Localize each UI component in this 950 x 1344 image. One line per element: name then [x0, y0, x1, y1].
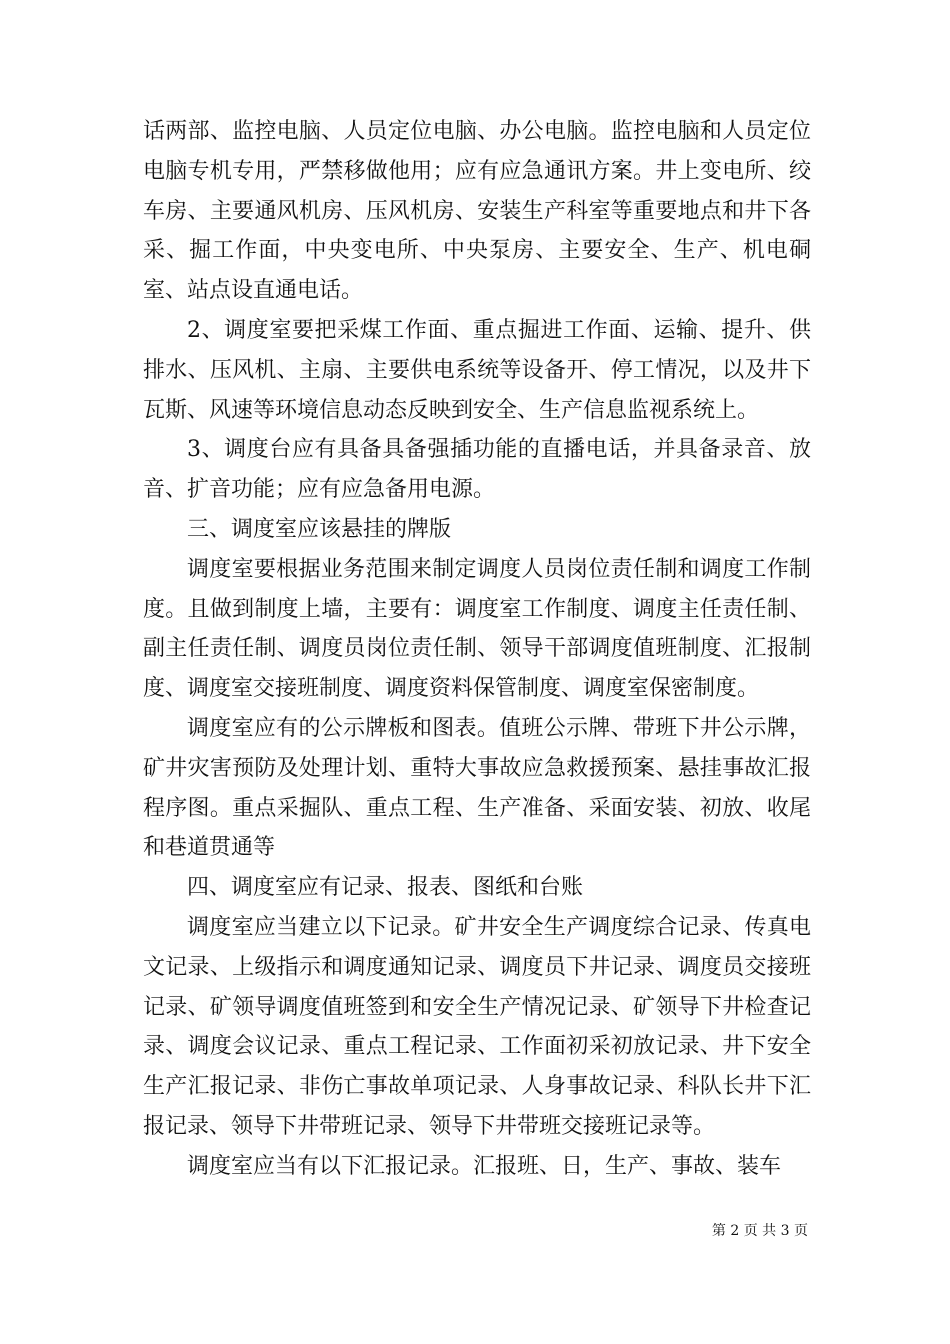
- section-heading: 三、调度室应该悬挂的牌版: [187, 516, 452, 542]
- paragraph: 话两部、监控电脑、人员定位电脑、办公电脑。监控电脑和人员定位电脑专机专用，严禁移做他用；应有应急通讯方案。井上变电所、绞车房、主要通风机房、压风机房、安装生产科室等重要地点和井下各采、掘工作面，中央变电所、中央泵房、主要安全、生产、机电硐室、站点设直通电话。: [143, 119, 811, 304]
- page-number: 第 2 页 共 3 页: [711, 1223, 808, 1239]
- section-heading: 四、调度室应有记录、报表、图纸和台账: [187, 875, 584, 901]
- paragraph: 3、调度台应有具备具备强插功能的直播电话，并具备录音、放音、扩音功能；应有应急备用电源。: [143, 437, 811, 503]
- document-body: [143, 112, 811, 1187]
- paragraph: 2、调度室要把采煤工作面、重点掘进工作面、运输、提升、供排水、压风机、主扇、主要供电系统等设备开、停工情况，以及井下瓦斯、风速等环境信息动态反映到安全、生产信息监视系统上。: [143, 317, 811, 423]
- paragraph: 调度室应当建立以下记录。矿井安全生产调度综合记录、传真电文记录、上级指示和调度通知记录、调度员下井记录、调度员交接班记录、矿领导调度值班签到和安全生产情况记录、矿领导下井检查记录、调度会议记录、重点工程记录、工作面初采初放记录、井下安全生产汇报记录、非伤亡事故单项记录、人身事故记录、科队长井下汇报记录、领导下井带班记录、领导下井带班交接班记录等。: [143, 914, 811, 1139]
- paragraph: 调度室应当有以下汇报记录。汇报班、日，生产、事故、装车: [187, 1153, 782, 1179]
- paragraph: 调度室应有的公示牌板和图表。值班公示牌、带班下井公示牌，矿井灾害预防及处理计划、重特大事故应急救援预案、悬挂事故汇报程序图。重点采掘队、重点工程、生产准备、采面安装、初放、收尾和巷道贯通等: [143, 715, 811, 861]
- paragraph: 调度室要根据业务范围来制定调度人员岗位责任制和调度工作制度。且做到制度上墙，主要有：调度室工作制度、调度主任责任制、副主任责任制、调度员岗位责任制、领导干部调度值班制度、汇报制度、调度室交接班制度、调度资料保管制度、调度室保密制度。: [143, 556, 811, 702]
